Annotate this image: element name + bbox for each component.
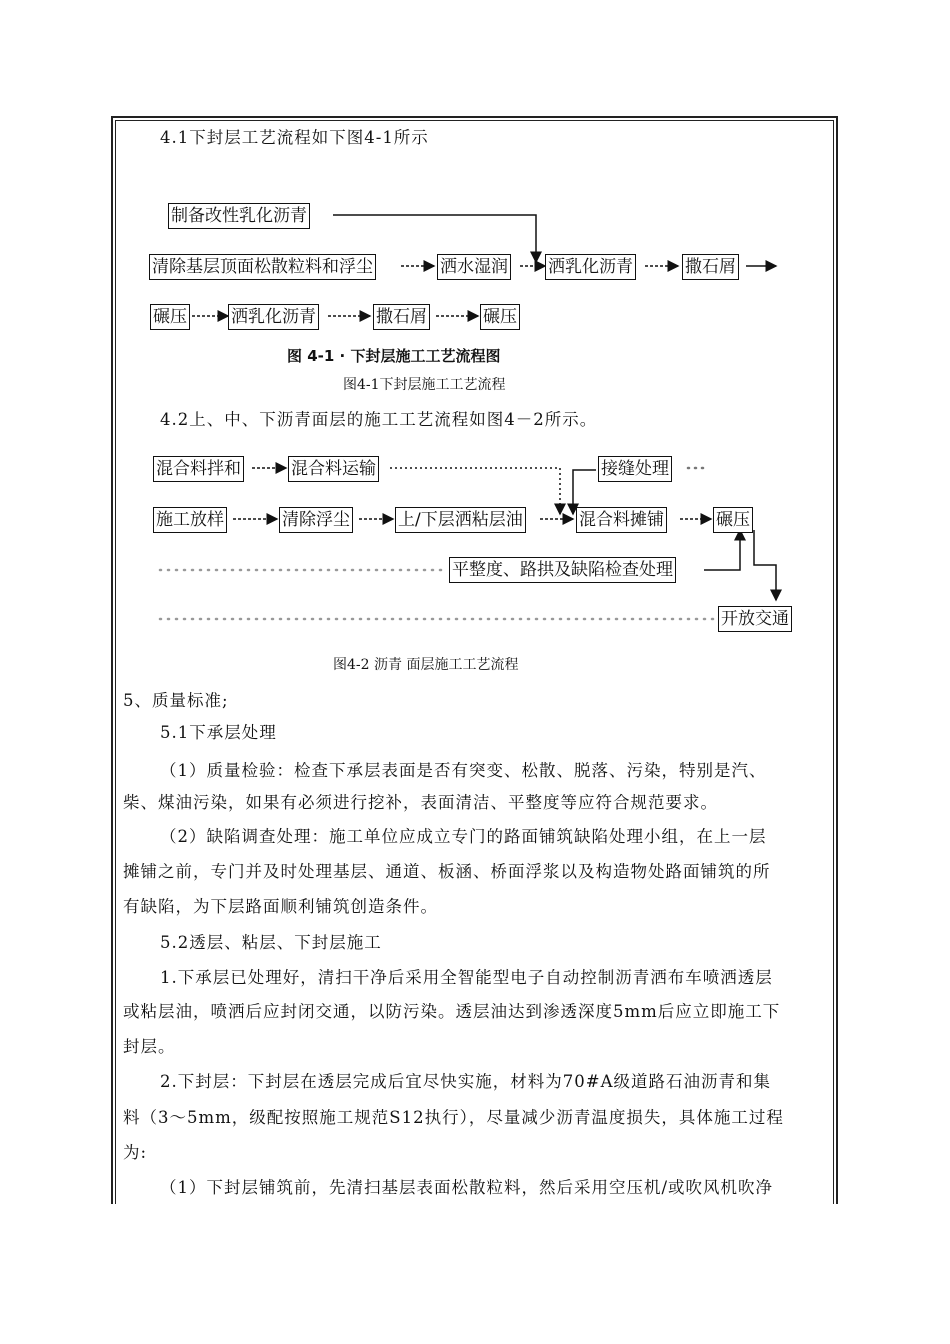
- figure-4-2-caption: 图4-2 沥青 面层施工工艺流程: [333, 657, 519, 673]
- section-4-1-text: 4.1下封层工艺流程如下图4-1所示: [160, 128, 429, 147]
- section-5-heading: 5、质量标准;: [123, 691, 229, 710]
- flow-box-roll: 碾压: [150, 304, 190, 330]
- paragraph-r1c: 封层。: [123, 1037, 176, 1056]
- flow-box-open-traffic: 开放交通: [718, 606, 792, 632]
- flow-box-prepare-emulsion: 制备改性乳化沥青: [168, 203, 310, 229]
- flow-box-inspection: 平整度、路拱及缺陷检查处理: [449, 557, 676, 583]
- flow-box-clear-base: 清除基层顶面松散粒料和浮尘: [149, 254, 376, 280]
- paragraph-quality-1a: （1）质量检验：检查下承层表面是否有突变、松散、脱落、污染，特别是汽、: [160, 761, 767, 780]
- paragraph-r1b: 或粘层油，喷洒后应封闭交通，以防污染。透层油达到渗透深度5mm后应立即施工下: [123, 1002, 781, 1021]
- paragraph-r1a: 1.下承层已处理好，清扫干净后采用全智能型电子自动控制沥青洒布车喷洒透层: [160, 968, 773, 987]
- flow-box-roll-2: 碾压: [480, 304, 520, 330]
- paragraph-r2c: 为:: [123, 1143, 148, 1162]
- flow-box-joint: 接缝处理: [598, 456, 672, 482]
- figure-4-1-caption: 图4-1下封层施工工艺流程: [343, 377, 506, 393]
- flow-box-spray-emulsion-2: 洒乳化沥青: [228, 304, 319, 330]
- flow-box-mix: 混合料拌和: [153, 456, 244, 482]
- paragraph-quality-2a: （2）缺陷调查处理：施工单位应成立专门的路面铺筑缺陷处理小组，在上一层: [160, 827, 767, 846]
- section-5-1-heading: 5.1下承层处理: [160, 723, 277, 742]
- flow-box-rolling: 碾压: [713, 507, 753, 533]
- paragraph-quality-1b: 柴、煤油污染，如果有必须进行挖补，表面清洁、平整度等应符合规范要求。: [123, 793, 718, 812]
- flow-box-transport: 混合料运输: [288, 456, 379, 482]
- flow-box-clear-dust: 清除浮尘: [279, 507, 353, 533]
- figure-4-1-title: 图 4-1 · 下封层施工工艺流程图: [287, 347, 501, 365]
- flow-box-tack-coat: 上/下层洒粘层油: [395, 507, 526, 533]
- section-5-2-heading: 5.2透层、粘层、下封层施工: [160, 933, 382, 952]
- paragraph-r3: （1）下封层铺筑前，先清扫基层表面松散粒料，然后采用空压机/或吹风机吹净: [160, 1178, 774, 1197]
- section-4-2-text: 4.2上、中、下沥青面层的施工工艺流程如图4－2所示。: [160, 410, 598, 429]
- flow-box-spread-chips: 撒石屑: [682, 254, 739, 280]
- flow-box-layout: 施工放样: [153, 507, 227, 533]
- paragraph-quality-2b: 摊铺之前，专门并及时处理基层、通道、板涵、桥面浮浆以及构造物处路面铺筑的所: [123, 862, 771, 881]
- paragraph-r2b: 料（3～5mm，级配按照施工规范S12执行），尽量减少沥青温度损失，具体施工过程: [123, 1108, 784, 1127]
- flow-box-spread-chips-2: 撒石屑: [373, 304, 430, 330]
- flow-box-wet: 洒水湿润: [437, 254, 511, 280]
- paragraph-r2a: 2.下封层：下封层在透层完成后宜尽快实施，材料为70#A级道路石油沥青和集: [160, 1072, 771, 1091]
- paragraph-quality-2c: 有缺陷，为下层路面顺利铺筑创造条件。: [123, 897, 438, 916]
- flow-box-paving: 混合料摊铺: [576, 507, 667, 533]
- flow-box-spray-emulsion: 洒乳化沥青: [545, 254, 636, 280]
